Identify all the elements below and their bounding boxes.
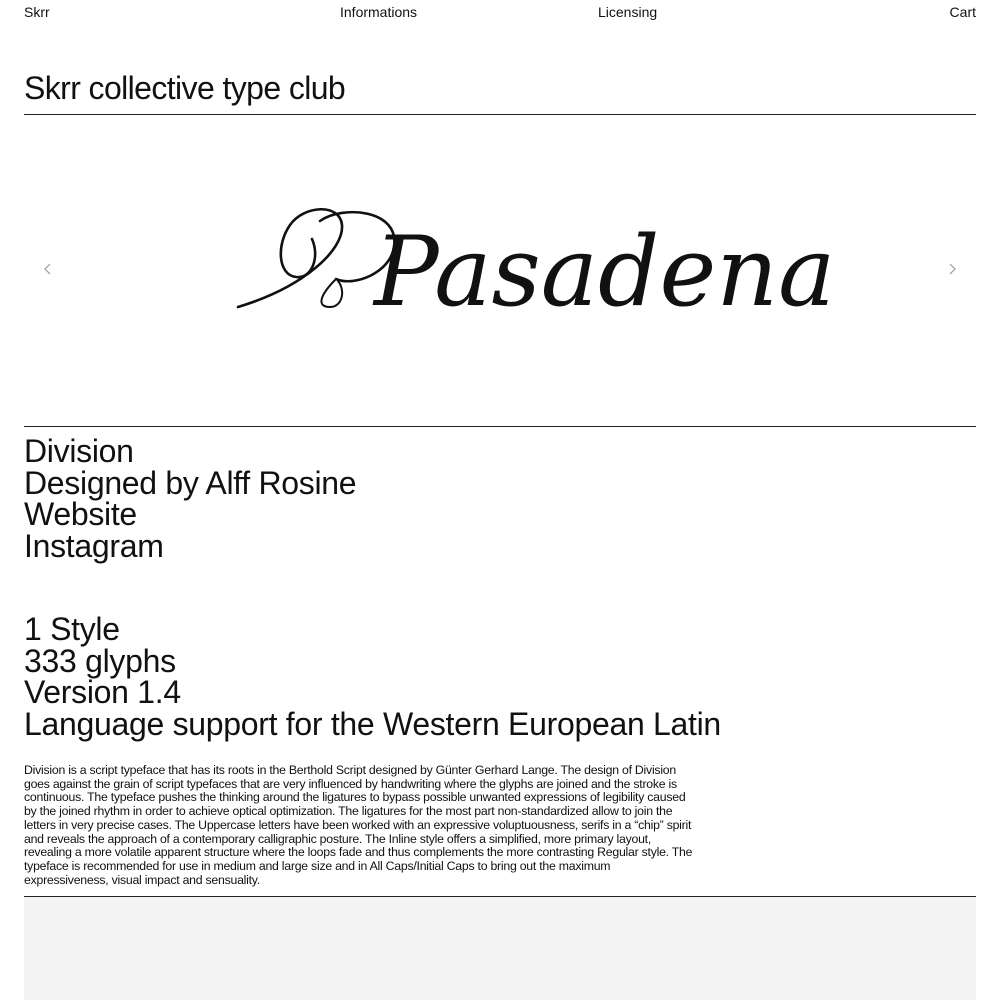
chevron-right-icon[interactable] (944, 261, 960, 277)
style-count: 1 Style (24, 611, 120, 647)
typeface-specs (24, 611, 721, 742)
website-link[interactable]: Website (24, 496, 137, 532)
glyph-count: 333 glyphs (24, 642, 176, 679)
version: Version 1.4 (24, 674, 181, 710)
divider (24, 426, 976, 427)
nav-home-link[interactable]: Skrr (24, 4, 50, 20)
nav-licensing-link[interactable]: Licensing (598, 4, 658, 20)
typeface-name: Division (24, 433, 134, 469)
specimen-carousel (24, 115, 976, 426)
typeface-info (24, 433, 357, 564)
instagram-link[interactable]: Instagram (24, 527, 164, 564)
top-nav (24, 4, 976, 22)
type-tester-panel (24, 897, 976, 1000)
chevron-left-icon[interactable] (40, 261, 56, 277)
site-title: Skrr collective type club (24, 70, 346, 106)
nav-cart-link[interactable]: Cart (949, 4, 976, 20)
language-support: Language support for the Western European Latin (24, 705, 721, 742)
nav-informations-link[interactable]: Informations (340, 4, 418, 20)
designer-credit: Designed by Alff Rosine (24, 464, 357, 501)
specimen-image (224, 195, 836, 345)
specimen-word: Pasadena (374, 216, 836, 328)
typeface-description: Division is a script typeface that has its roots in the Berthold Script designed by Günter Gerhard Lange. The design of Division goes against the grain of script typefaces that are very influenced by handwriting where the glyphs are joined and the stroke is continuous. The typeface pushes the thinking around the ligatures to bypass possible unwanted expressions of legibility caused by the joined rhythm in order to achieve optical optimization. The ligatures for the most part non-standardized allow to join the letters in very precise cases. The Uppercase letters have been worked with an expressive voluptuousness, serifs in a “chip” spirit and reveals the approach of a contemporary calligraphic posture. The Inline style offers a simplified, more primary layout, revealing a more volatile apparent structure where the loops fade and thus complements the more contrasting Regular style. The typeface is recommended for use in medium and large size and in All Caps/Initial Caps to bring out the maximum expressiveness, visual impact and sensuality. (24, 763, 693, 887)
